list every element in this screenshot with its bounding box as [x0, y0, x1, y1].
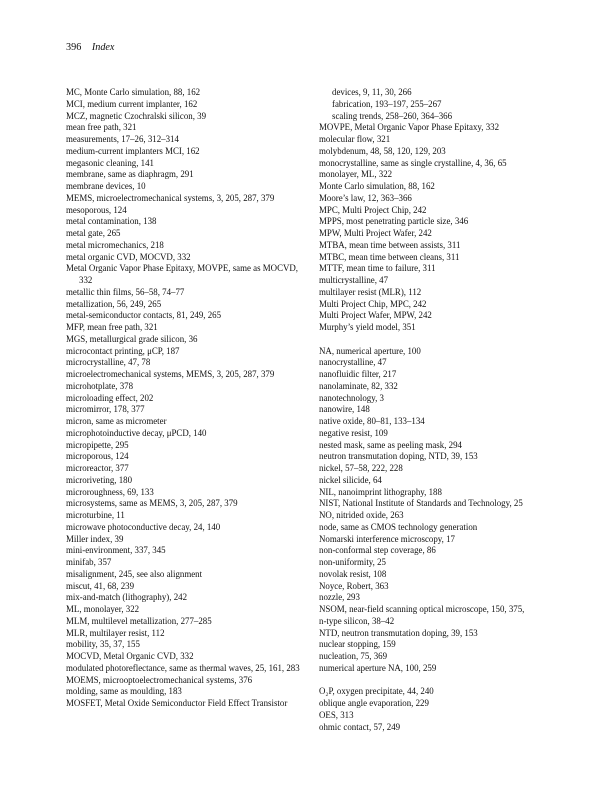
index-entry: nanolaminate, 82, 332 — [319, 380, 398, 391]
index-entry: oblique angle evaporation, 229 — [319, 698, 429, 708]
index-entry: non-uniformity, 25 — [319, 557, 386, 567]
index-entry: minifab, 357 — [66, 557, 112, 567]
index-entry: molecular flow, 321 — [319, 134, 391, 144]
index-entry: measurements, 17–26, 312–314 — [66, 134, 179, 144]
index-entry: membrane, same as diaphragm, 291 — [66, 169, 194, 180]
index-entry: nucleation, 75, 369 — [319, 651, 388, 661]
index-entry: misalignment, 245, see also alignment — [66, 568, 203, 579]
index-entry: Metal Organic Vapor Phase Epitaxy, MOVPE, same as MOCVD, 332 — [66, 263, 299, 285]
index-entry: ML, monolayer, 322 — [66, 604, 140, 614]
index-entry: microcrystalline, 47, 78 — [66, 357, 151, 368]
index-entry: nanowire, 148 — [319, 404, 370, 415]
index-entry: NIST, National Institute of Standards and Technology, 25 — [319, 498, 523, 509]
index-entry: Multi Project Chip, MPC, 242 — [319, 298, 427, 309]
index-entry: MEMS, microelectromechanical systems, 3, 205, 287, 379 — [66, 192, 275, 203]
index-entry: microhotplate, 378 — [66, 380, 134, 391]
index-entry: metallization, 56, 249, 265 — [66, 298, 162, 309]
index-entry: miscut, 41, 68, 239 — [66, 580, 135, 591]
index-column-right — [319, 87, 581, 733]
index-entry: nanocrystalline, 47 — [319, 357, 387, 368]
index-entry: microreactor, 377 — [66, 463, 129, 473]
index-entry: micron, same as micrometer — [66, 416, 167, 426]
index-entry: nickel silicide, 64 — [319, 474, 382, 485]
index-entry: OES, 313 — [319, 709, 354, 720]
index-entry: NO, nitrided oxide, 263 — [319, 510, 404, 520]
index-entry: novolak resist, 108 — [319, 568, 387, 579]
index-entry: metallic thin films, 56–58, 74–77 — [66, 286, 185, 297]
index-entry: metal micromechanics, 218 — [66, 239, 164, 250]
index-entry: Murphy’s yield model, 351 — [319, 322, 416, 332]
index-entry: monocrystalline, same as single crystalline, 4, 36, 65 — [319, 157, 507, 168]
index-entry: MCI, medium current implanter, 162 — [66, 98, 198, 109]
index-entry: MTBC, mean time between cleans, 311 — [319, 251, 460, 262]
index-entry: MCZ, magnetic Czochralski silicon, 39 — [66, 110, 207, 121]
index-entry: mix-and-match (lithography), 242 — [66, 592, 188, 603]
index-entry: mean free path, 321 — [66, 122, 137, 133]
index-entry: micromirror, 178, 377 — [66, 404, 145, 415]
index-entry: megasonic cleaning, 141 — [66, 157, 154, 168]
index-entry: membrane devices, 10 — [66, 181, 146, 191]
index-entry: MC, Monte Carlo simulation, 88, 162 — [66, 87, 201, 97]
index-column-left — [66, 87, 311, 710]
index-entry: Miller index, 39 — [66, 533, 124, 544]
index-entry: numerical aperture NA, 100, 259 — [319, 662, 437, 673]
index-entry: MLR, multilayer resist, 112 — [66, 627, 165, 638]
index-entry: Moore’s law, 12, 363–366 — [319, 192, 412, 203]
index-entry: nozzle, 293 — [319, 592, 360, 603]
index-entry: microphotoinductive decay, μPCD, 140 — [66, 427, 207, 438]
index-entry: modulated photoreflectance, same as thermal waves, 25, 161, 283 — [66, 662, 300, 673]
index-entry: MPPS, most penetrating particle size, 346 — [319, 216, 469, 227]
index-entry: MOEMS, microoptoelectromechanical systems, 376 — [66, 674, 253, 685]
index-entry: nanofluidic filter, 217 — [319, 369, 397, 379]
index-entry: nested mask, same as peeling mask, 294 — [319, 439, 462, 450]
index-entry: ohmic contact, 57, 249 — [319, 721, 401, 732]
index-entry: monolayer, ML, 322 — [319, 169, 393, 180]
index-entry: NA, numerical aperture, 100 — [319, 345, 421, 356]
index-entry: neutron transmutation doping, NTD, 39, 153 — [319, 451, 478, 462]
index-entry: mini-environment, 337, 345 — [66, 545, 166, 556]
index-entry: Multi Project Wafer, MPW, 242 — [319, 310, 432, 321]
index-entry: negative resist, 109 — [319, 427, 388, 438]
index-entry: Nomarski interference microscopy, 17 — [319, 533, 455, 544]
index-entry: nickel, 57–58, 222, 228 — [319, 463, 403, 473]
index-entry: molding, same as moulding, 183 — [66, 686, 182, 697]
index-entry: microporous, 124 — [66, 451, 129, 462]
index-entry: MLM, multilevel metallization, 277–285 — [66, 615, 212, 626]
index-entry: MOVPE, Metal Organic Vapor Phase Epitaxy, 332 — [319, 122, 500, 133]
index-entry: mesoporous, 124 — [66, 204, 127, 215]
index-entry: MPC, Multi Project Chip, 242 — [319, 204, 427, 215]
index-entry: mobility, 35, 37, 155 — [66, 639, 140, 650]
index-entry: NSOM, near-field scanning optical microscope, 150, 375, — [319, 604, 525, 614]
index-entry: multicrystalline, 47 — [319, 275, 389, 285]
index-entry: MPW, Multi Project Wafer, 242 — [319, 228, 432, 238]
index-entry: non-conformal step coverage, 86 — [319, 545, 436, 556]
index-subentry: scaling trends, 258–260, 364–366 — [332, 110, 453, 121]
index-entry: microcontact printing, μCP, 187 — [66, 345, 180, 356]
index-entry: microroughness, 69, 133 — [66, 486, 154, 497]
index-entry: native oxide, 80–81, 133–134 — [319, 416, 425, 426]
index-entry: micropipette, 295 — [66, 439, 129, 450]
index-entry: microturbine, 11 — [66, 510, 125, 520]
index-entry: NIL, nanoimprint lithography, 188 — [319, 486, 442, 497]
index-entry: metal organic CVD, MOCVD, 332 — [66, 251, 191, 262]
index-entry: microelectromechanical systems, MEMS, 3, 205, 287, 379 — [66, 369, 275, 379]
page-number: 396 — [66, 42, 82, 53]
index-entry: MFP, mean free path, 321 — [66, 322, 158, 332]
index-entry: MGS, metallurgical grade silicon, 36 — [66, 333, 198, 344]
index-entry: nanotechnology, 3 — [319, 392, 384, 403]
index-entry: microriveting, 180 — [66, 474, 133, 485]
index-entry: MTTF, mean time to failure, 311 — [319, 263, 436, 274]
index-entry: microloading effect, 202 — [66, 392, 154, 403]
index-entry: nuclear stopping, 159 — [319, 639, 396, 650]
index-entry: molybdenum, 48, 58, 120, 129, 203 — [319, 145, 446, 156]
index-entry: O₂P, oxygen precipitate, 44, 240 — [319, 686, 434, 697]
index-entry: metal-semiconductor contacts, 81, 249, 265 — [66, 310, 222, 321]
index-entry: Noyce, Robert, 363 — [319, 580, 389, 591]
index-entry: microsystems, same as MEMS, 3, 205, 287, 379 — [66, 498, 238, 509]
index-entry: metal gate, 265 — [66, 228, 121, 238]
index-subentry: devices, 9, 11, 30, 266 — [332, 87, 412, 97]
index-entry: n-type silicon, 38–42 — [319, 615, 395, 626]
index-entry: medium-current implanters MCI, 162 — [66, 145, 200, 156]
index-entry: Monte Carlo simulation, 88, 162 — [319, 181, 435, 191]
index-entry: MOCVD, Metal Organic CVD, 332 — [66, 651, 194, 661]
index-entry: metal contamination, 138 — [66, 216, 157, 227]
index-subentry: fabrication, 193–197, 255–267 — [332, 98, 442, 109]
index-entry: NTD, neutron transmutation doping, 39, 153 — [319, 627, 478, 638]
running-header — [66, 42, 114, 53]
index-entry: MTBA, mean time between assists, 311 — [319, 239, 461, 250]
index-entry: microwave photoconductive decay, 24, 140 — [66, 521, 221, 532]
index-entry: multilayer resist (MLR), 112 — [319, 286, 422, 297]
index-entry: MOSFET, Metal Oxide Semiconductor Field Effect Transistor — [66, 698, 288, 708]
index-entry: node, same as CMOS technology generation — [319, 521, 478, 532]
running-title: Index — [91, 42, 115, 53]
